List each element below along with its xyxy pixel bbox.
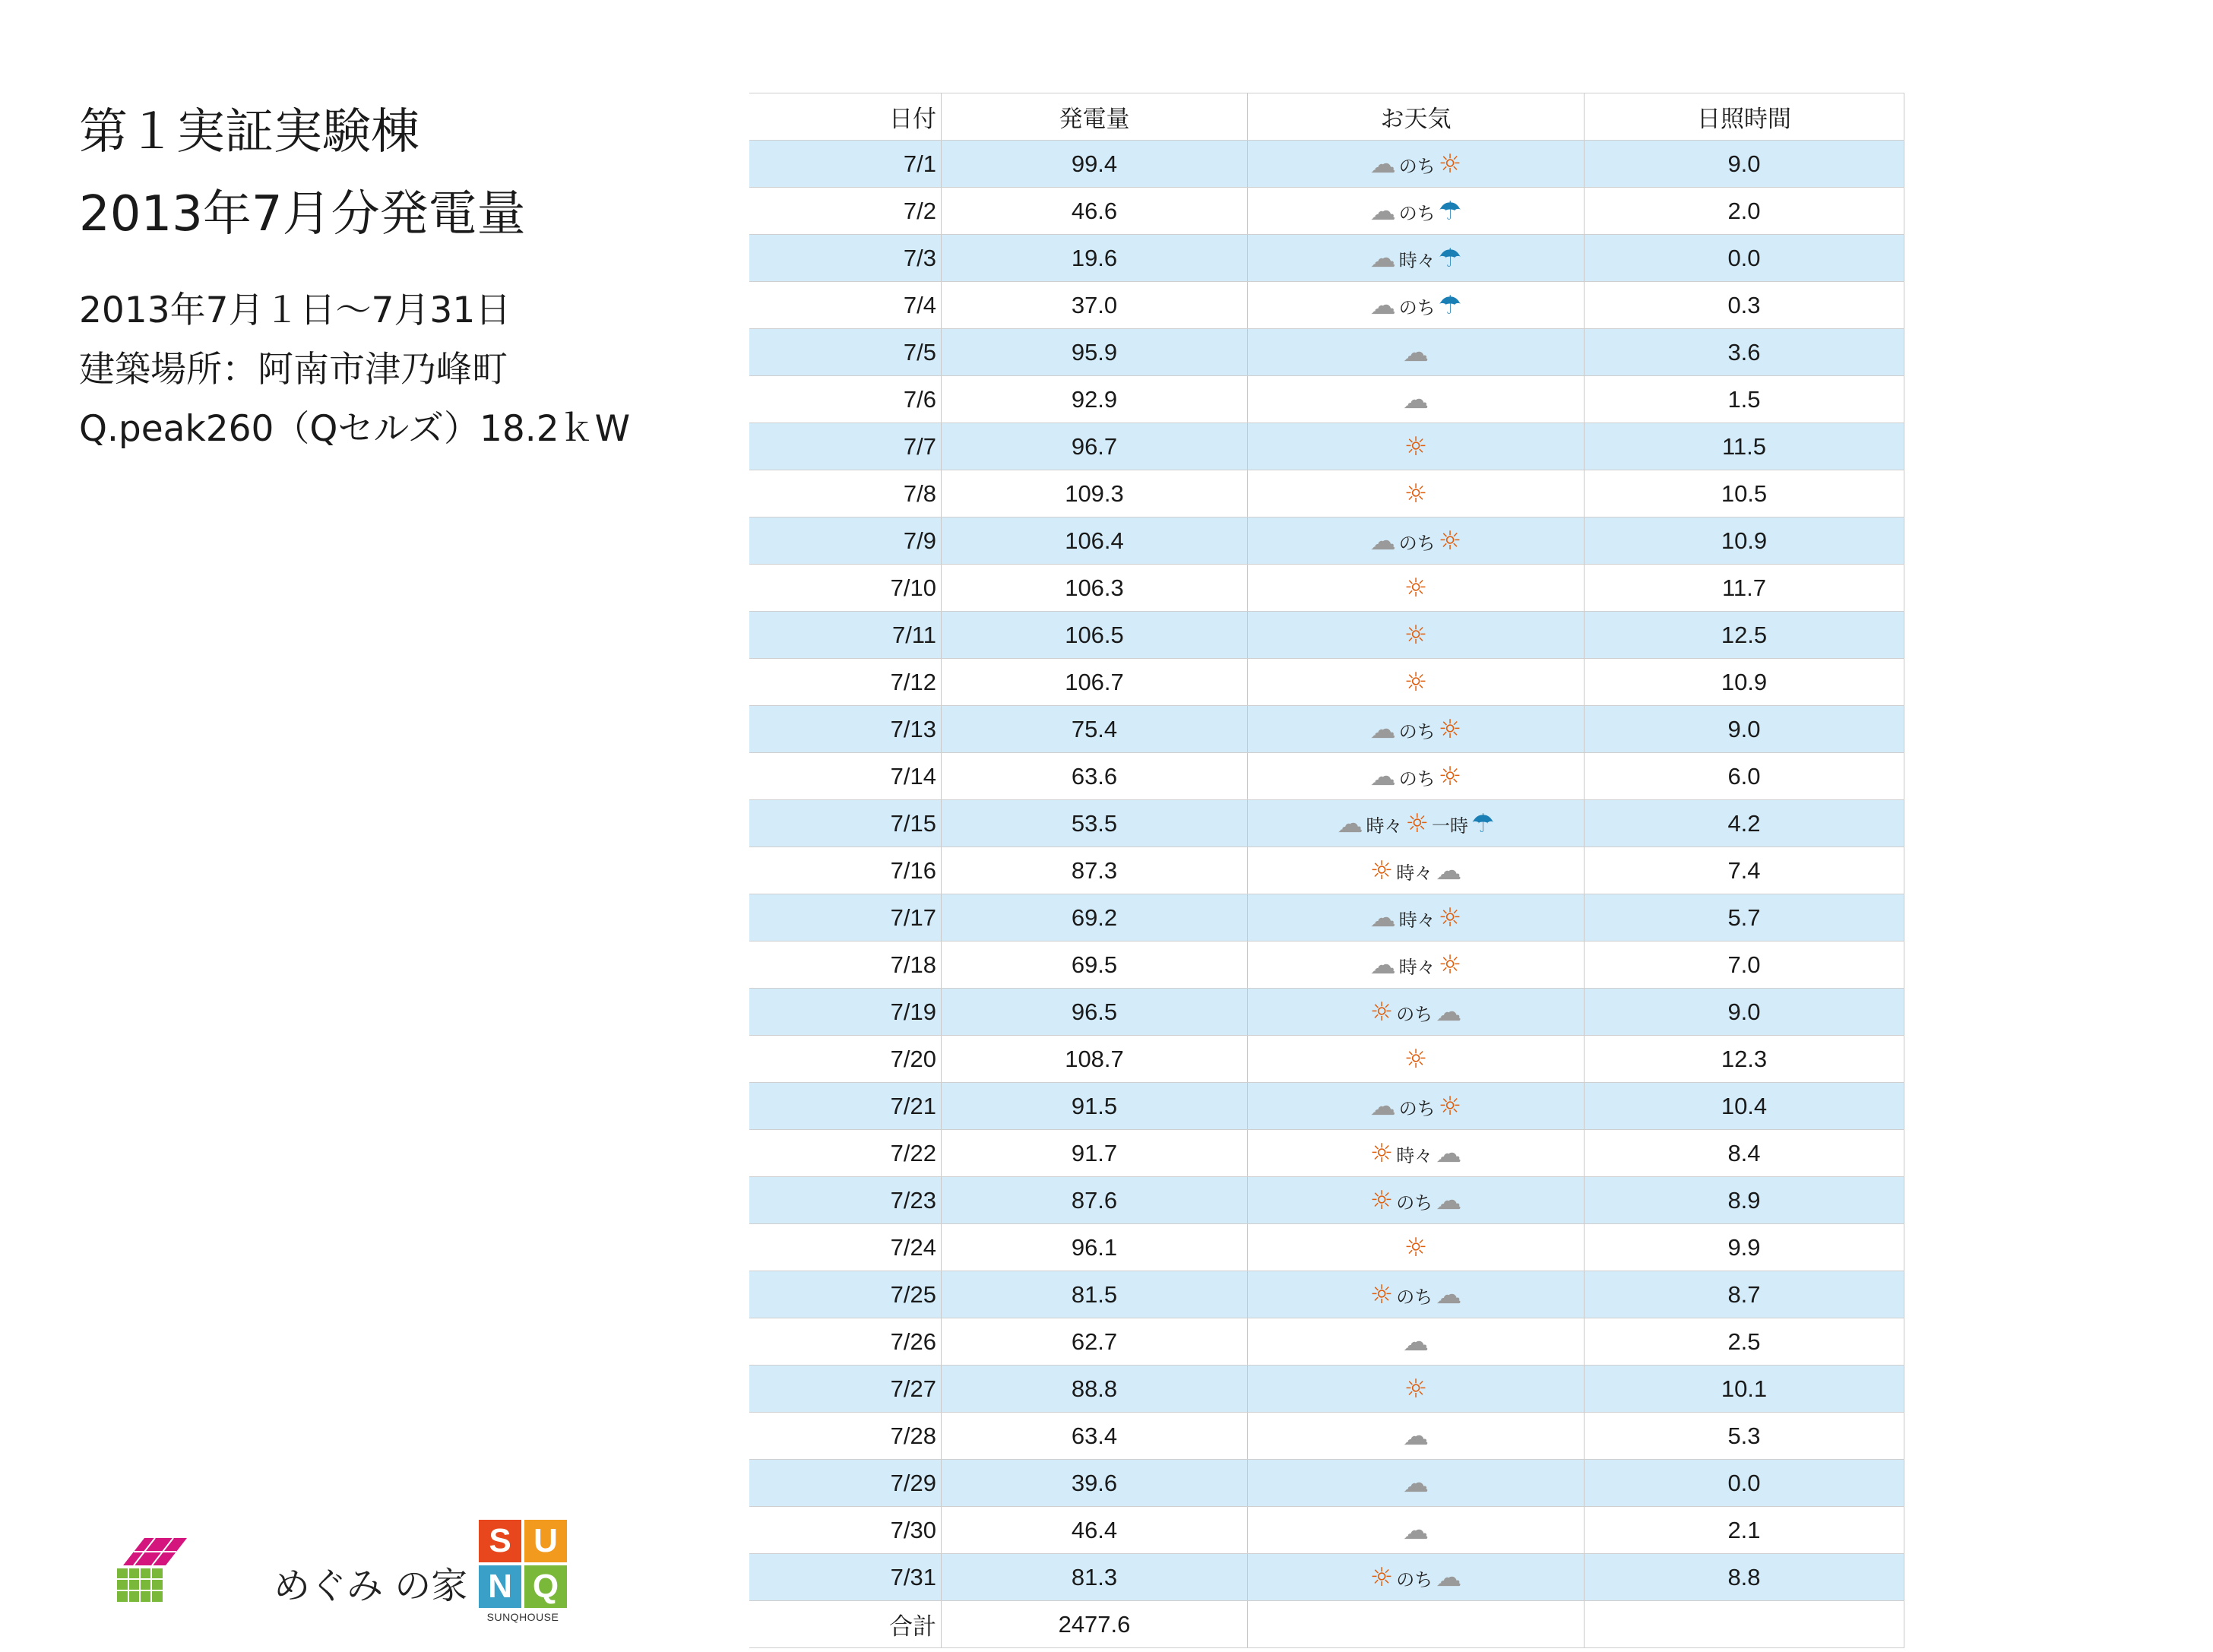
cloud-icon: ☁ (1369, 525, 1396, 556)
sun-icon: ☼ (1438, 761, 1462, 792)
generation-cell: 63.4 (942, 1413, 1248, 1460)
date-cell: 7/25 (749, 1271, 942, 1318)
weather-word: 時々 (1398, 909, 1436, 931)
generation-cell: 87.3 (942, 847, 1248, 894)
table-row (749, 282, 1904, 329)
weather-cell (1248, 1271, 1585, 1318)
table-row (749, 1177, 1904, 1224)
umbrella-icon: ☂ (1438, 242, 1462, 274)
sun-icon: ☼ (1404, 1373, 1428, 1404)
sunshine-cell: 10.9 (1585, 517, 1904, 565)
sun-icon: ☼ (1369, 1279, 1394, 1310)
sunshine-cell: 9.0 (1585, 141, 1904, 188)
weather-cell (1248, 141, 1585, 188)
generation-cell: 69.2 (942, 894, 1248, 942)
table-row (749, 612, 1904, 659)
sunshine-cell: 2.1 (1585, 1507, 1904, 1554)
weather-word: のち (1398, 296, 1436, 318)
table-body (749, 141, 1904, 1648)
table-row (749, 1036, 1904, 1083)
generation-cell: 96.7 (942, 423, 1248, 470)
weather-cell (1248, 706, 1585, 753)
table-row (749, 1130, 1904, 1177)
table-row (749, 470, 1904, 517)
cloud-icon: ☁ (1436, 1138, 1462, 1169)
weather-cell (1248, 282, 1585, 329)
weather-word: 一時 (1432, 815, 1468, 837)
date-cell: 7/30 (749, 1507, 942, 1554)
cloud-icon: ☁ (1436, 855, 1462, 886)
date-cell: 7/2 (749, 188, 942, 235)
cloud-icon: ☁ (1369, 949, 1396, 980)
umbrella-icon: ☂ (1438, 195, 1462, 226)
sunshine-cell: 0.3 (1585, 282, 1904, 329)
page-subtitle: 2013年7月分発電量 (79, 186, 526, 242)
location-text: 建築場所：阿南市津乃峰町 (79, 349, 508, 391)
generation-cell: 109.3 (942, 470, 1248, 517)
panel-text: Q.peak260（Qセルズ）18.2ｋW (79, 408, 631, 450)
cloud-icon: ☁ (1436, 1185, 1462, 1216)
weather-cell (1248, 470, 1585, 517)
generation-cell: 106.5 (942, 612, 1248, 659)
weather-cell (1248, 1507, 1585, 1554)
cloud-icon: ☁ (1403, 1420, 1429, 1451)
weather-word: 時々 (1398, 956, 1436, 978)
sunshine-cell: 10.1 (1585, 1366, 1904, 1413)
sunq-letter-u: U (524, 1520, 567, 1562)
table-row (749, 1554, 1904, 1601)
weather-cell (1248, 1083, 1585, 1130)
umbrella-icon: ☂ (1471, 808, 1495, 839)
weather-cell (1248, 659, 1585, 706)
weather-cell (1248, 753, 1585, 800)
sun-icon: ☼ (1438, 1090, 1462, 1122)
umbrella-icon: ☂ (1438, 290, 1462, 321)
sun-icon: ☼ (1369, 1562, 1394, 1593)
cloud-icon: ☁ (1403, 1326, 1429, 1357)
date-cell: 7/13 (749, 706, 942, 753)
sunshine-cell: 8.4 (1585, 1130, 1904, 1177)
weather-word: のち (1396, 1192, 1433, 1214)
generation-cell: 99.4 (942, 141, 1248, 188)
date-cell: 7/5 (749, 329, 942, 376)
cloud-icon: ☁ (1369, 242, 1396, 274)
generation-cell: 53.5 (942, 800, 1248, 847)
sun-icon: ☼ (1438, 525, 1462, 556)
sunq-logo (479, 1520, 567, 1623)
cloud-icon: ☁ (1436, 996, 1462, 1027)
sunshine-cell: 5.7 (1585, 894, 1904, 942)
date-cell: 7/12 (749, 659, 942, 706)
cloud-icon: ☁ (1369, 290, 1396, 321)
date-cell: 7/18 (749, 942, 942, 989)
generation-cell: 88.8 (942, 1366, 1248, 1413)
generation-cell: 19.6 (942, 235, 1248, 282)
date-cell: 7/9 (749, 517, 942, 565)
cloud-icon: ☁ (1436, 1562, 1462, 1593)
weather-word: のち (1396, 1568, 1433, 1590)
sun-icon: ☼ (1404, 478, 1428, 509)
sunshine-cell: 10.9 (1585, 659, 1904, 706)
table-row (749, 1413, 1904, 1460)
date-cell: 7/24 (749, 1224, 942, 1271)
weather-cell (1248, 1177, 1585, 1224)
weather-cell (1248, 235, 1585, 282)
weather-cell (1248, 989, 1585, 1036)
weather-cell (1248, 517, 1585, 565)
weather-cell (1248, 1366, 1585, 1413)
weather-word: 時々 (1396, 1144, 1433, 1166)
table-row (749, 565, 1904, 612)
generation-cell: 91.7 (942, 1130, 1248, 1177)
total-row (749, 1601, 1904, 1648)
generation-cell: 106.4 (942, 517, 1248, 565)
sun-icon: ☼ (1369, 1185, 1394, 1216)
sun-icon: ☼ (1404, 431, 1428, 462)
generation-cell: 95.9 (942, 329, 1248, 376)
cloud-icon: ☁ (1403, 384, 1429, 415)
sun-icon: ☼ (1369, 1138, 1394, 1169)
table-row (749, 188, 1904, 235)
sunq-caption: SUNQHOUSE (486, 1611, 559, 1623)
date-cell: 7/6 (749, 376, 942, 423)
sunshine-cell: 9.0 (1585, 706, 1904, 753)
total-weather-cell (1248, 1601, 1585, 1648)
weather-word: 時々 (1398, 249, 1436, 271)
sunshine-cell: 12.3 (1585, 1036, 1904, 1083)
generation-cell: 62.7 (942, 1318, 1248, 1366)
table-row (749, 659, 1904, 706)
generation-cell: 108.7 (942, 1036, 1248, 1083)
weather-cell (1248, 1224, 1585, 1271)
cloud-icon: ☁ (1403, 1514, 1429, 1546)
generation-cell: 39.6 (942, 1460, 1248, 1507)
generation-table (749, 93, 1904, 1648)
weather-word: 時々 (1396, 862, 1433, 884)
date-cell: 7/31 (749, 1554, 942, 1601)
sunshine-cell: 8.9 (1585, 1177, 1904, 1224)
weather-cell (1248, 612, 1585, 659)
table-row (749, 376, 1904, 423)
table-row (749, 1318, 1904, 1366)
sunshine-cell: 2.0 (1585, 188, 1904, 235)
generation-cell: 96.1 (942, 1224, 1248, 1271)
sunshine-cell: 11.7 (1585, 565, 1904, 612)
weather-cell (1248, 1036, 1585, 1083)
sun-icon: ☼ (1404, 666, 1428, 698)
cloud-icon: ☁ (1369, 761, 1396, 792)
date-cell: 7/27 (749, 1366, 942, 1413)
total-generation-cell: 2477.6 (942, 1601, 1248, 1648)
sunshine-cell: 9.0 (1585, 989, 1904, 1036)
sunshine-cell: 10.5 (1585, 470, 1904, 517)
date-cell: 7/11 (749, 612, 942, 659)
cloud-icon: ☁ (1337, 808, 1363, 839)
sunshine-cell: 4.2 (1585, 800, 1904, 847)
weather-word: のち (1396, 1003, 1433, 1025)
sunshine-cell: 8.8 (1585, 1554, 1904, 1601)
generation-cell: 96.5 (942, 989, 1248, 1036)
header-sunshine: 日照時間 (1585, 93, 1904, 141)
date-cell: 7/8 (749, 470, 942, 517)
sunshine-cell: 7.4 (1585, 847, 1904, 894)
cloud-icon: ☁ (1403, 337, 1429, 368)
cloud-icon: ☁ (1403, 1467, 1429, 1499)
header-generation: 発電量 (942, 93, 1248, 141)
weather-word: のち (1398, 155, 1436, 177)
megumi-logo-wordmark: めぐみ の家 (274, 1565, 468, 1607)
table-row (749, 847, 1904, 894)
date-cell: 7/14 (749, 753, 942, 800)
sunshine-cell: 11.5 (1585, 423, 1904, 470)
cloud-icon: ☁ (1369, 1090, 1396, 1122)
sunshine-cell: 9.9 (1585, 1224, 1904, 1271)
weather-word: のち (1396, 1286, 1433, 1308)
generation-cell: 46.6 (942, 188, 1248, 235)
table-row (749, 1366, 1904, 1413)
weather-word: のち (1398, 202, 1436, 224)
sun-icon: ☼ (1404, 572, 1428, 603)
generation-cell: 37.0 (942, 282, 1248, 329)
date-cell: 7/20 (749, 1036, 942, 1083)
table-row (749, 1224, 1904, 1271)
weather-cell (1248, 800, 1585, 847)
table-row (749, 989, 1904, 1036)
sunshine-cell: 10.4 (1585, 1083, 1904, 1130)
weather-cell (1248, 565, 1585, 612)
table-row (749, 706, 1904, 753)
cloud-icon: ☁ (1436, 1279, 1462, 1310)
sunshine-cell: 0.0 (1585, 235, 1904, 282)
generation-cell: 81.5 (942, 1271, 1248, 1318)
weather-cell (1248, 894, 1585, 942)
sunshine-cell: 3.6 (1585, 329, 1904, 376)
date-cell: 7/17 (749, 894, 942, 942)
generation-cell: 75.4 (942, 706, 1248, 753)
cloud-icon: ☁ (1369, 714, 1396, 745)
header-date: 日付 (749, 93, 942, 141)
info-block (79, 281, 630, 459)
table-header-row (749, 93, 1904, 141)
date-cell: 7/21 (749, 1083, 942, 1130)
date-cell: 7/10 (749, 565, 942, 612)
table-row (749, 1460, 1904, 1507)
sun-icon: ☼ (1404, 1232, 1428, 1263)
weather-cell (1248, 1554, 1585, 1601)
table-row (749, 517, 1904, 565)
table-row (749, 423, 1904, 470)
total-sunshine-cell (1585, 1601, 1904, 1648)
house-grid-icon (114, 1535, 190, 1603)
sunq-letter-s: S (479, 1520, 521, 1562)
sunshine-cell: 5.3 (1585, 1413, 1904, 1460)
weather-word: のち (1398, 720, 1436, 742)
table-row (749, 1083, 1904, 1130)
generation-cell: 69.5 (942, 942, 1248, 989)
table-row (749, 942, 1904, 989)
generation-cell: 46.4 (942, 1507, 1248, 1554)
sun-icon: ☼ (1404, 1043, 1428, 1074)
weather-cell (1248, 1130, 1585, 1177)
header-weather: お天気 (1248, 93, 1585, 141)
weather-cell (1248, 329, 1585, 376)
table-row (749, 753, 1904, 800)
date-cell: 7/1 (749, 141, 942, 188)
sunq-letter-q: Q (524, 1565, 567, 1608)
table-row (749, 141, 1904, 188)
cloud-icon: ☁ (1369, 195, 1396, 226)
date-cell: 7/26 (749, 1318, 942, 1366)
cloud-icon: ☁ (1369, 148, 1396, 179)
weather-cell (1248, 1413, 1585, 1460)
sunshine-cell: 7.0 (1585, 942, 1904, 989)
table-row (749, 329, 1904, 376)
date-cell: 7/28 (749, 1413, 942, 1460)
sun-icon: ☼ (1369, 996, 1394, 1027)
weather-cell (1248, 847, 1585, 894)
sun-icon: ☼ (1438, 949, 1462, 980)
generation-cell: 87.6 (942, 1177, 1248, 1224)
sunshine-cell: 0.0 (1585, 1460, 1904, 1507)
weather-cell (1248, 942, 1585, 989)
generation-cell: 106.3 (942, 565, 1248, 612)
sunshine-cell: 8.7 (1585, 1271, 1904, 1318)
date-cell: 7/4 (749, 282, 942, 329)
megumi-logo-text (274, 1556, 467, 1609)
date-cell: 7/16 (749, 847, 942, 894)
sunshine-cell: 2.5 (1585, 1318, 1904, 1366)
generation-cell: 91.5 (942, 1083, 1248, 1130)
generation-cell: 81.3 (942, 1554, 1248, 1601)
weather-word: のち (1398, 532, 1436, 554)
date-cell: 7/3 (749, 235, 942, 282)
sun-icon: ☼ (1404, 619, 1428, 650)
total-label-cell: 合計 (749, 1601, 942, 1648)
sunq-letter-n: N (479, 1565, 521, 1608)
page-title: 第１実証実験棟 (79, 104, 419, 160)
cloud-icon: ☁ (1369, 902, 1396, 933)
sunshine-cell: 12.5 (1585, 612, 1904, 659)
date-cell: 7/29 (749, 1460, 942, 1507)
sun-icon: ☼ (1438, 714, 1462, 745)
table-row (749, 1507, 1904, 1554)
weather-cell (1248, 1318, 1585, 1366)
table-row (749, 800, 1904, 847)
sunshine-cell: 6.0 (1585, 753, 1904, 800)
date-cell: 7/22 (749, 1130, 942, 1177)
weather-word: のち (1398, 1097, 1436, 1119)
generation-cell: 106.7 (942, 659, 1248, 706)
date-cell: 7/15 (749, 800, 942, 847)
weather-cell (1248, 376, 1585, 423)
sunshine-cell: 1.5 (1585, 376, 1904, 423)
date-cell: 7/19 (749, 989, 942, 1036)
period-text: 2013年7月１日～7月31日 (79, 290, 511, 331)
weather-word: のち (1398, 767, 1436, 790)
table-row (749, 894, 1904, 942)
weather-word: 時々 (1366, 815, 1403, 837)
generation-cell: 63.6 (942, 753, 1248, 800)
weather-cell (1248, 188, 1585, 235)
sun-icon: ☼ (1369, 855, 1394, 886)
table-row (749, 235, 1904, 282)
weather-cell (1248, 423, 1585, 470)
sun-icon: ☼ (1405, 808, 1429, 839)
date-cell: 7/7 (749, 423, 942, 470)
table-row (749, 1271, 1904, 1318)
date-cell: 7/23 (749, 1177, 942, 1224)
sun-icon: ☼ (1438, 148, 1462, 179)
megumi-logo (114, 1535, 468, 1611)
sun-icon: ☼ (1438, 902, 1462, 933)
generation-cell: 92.9 (942, 376, 1248, 423)
weather-cell (1248, 1460, 1585, 1507)
